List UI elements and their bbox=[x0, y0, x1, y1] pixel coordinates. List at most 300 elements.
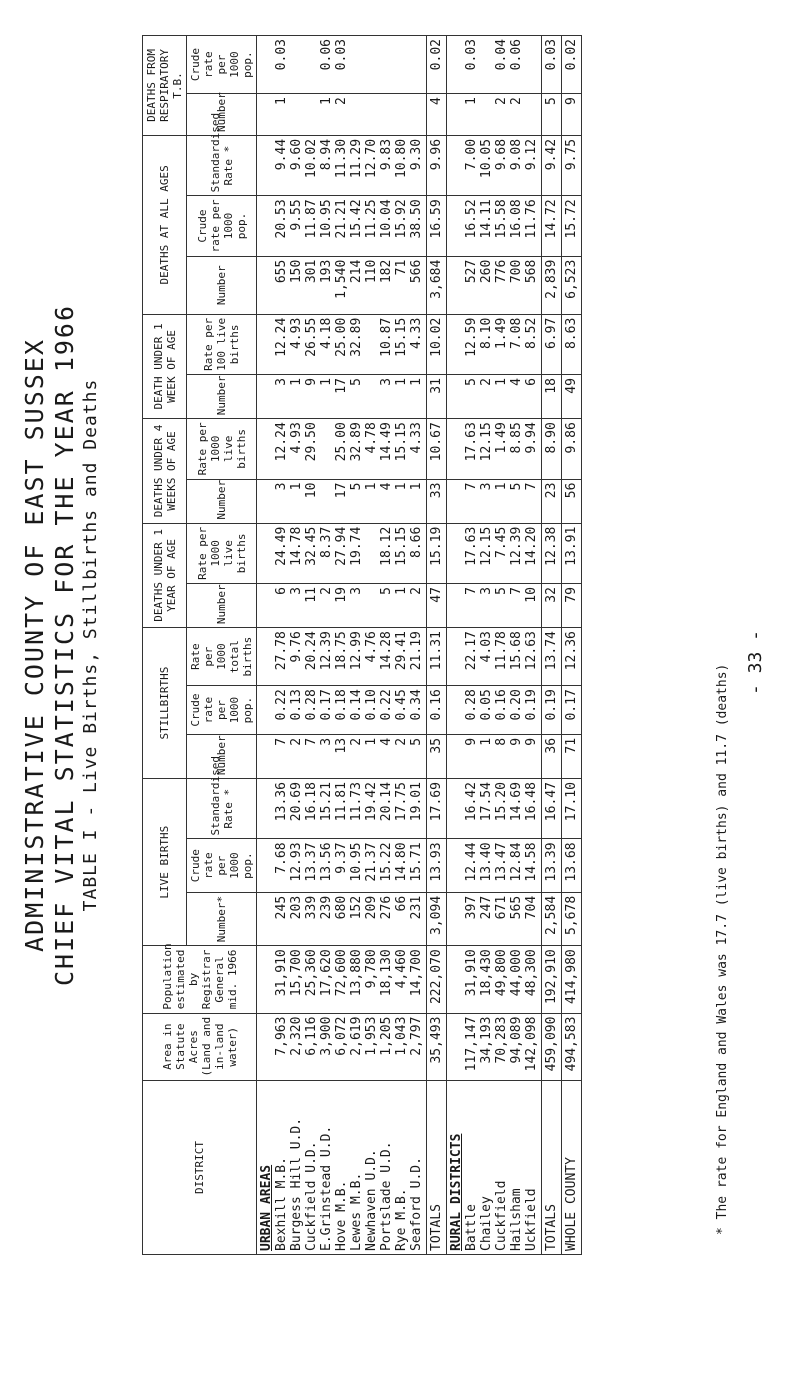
cell-value: 8.52 bbox=[524, 317, 539, 350]
cell-value: 66 bbox=[394, 895, 409, 912]
cell-value: 7 bbox=[304, 737, 319, 746]
cell-value: 4.93 bbox=[289, 317, 304, 350]
cell-value: 9.30 bbox=[409, 138, 424, 171]
cell-value: 260 bbox=[479, 259, 494, 284]
cell-value: 1 bbox=[464, 97, 479, 105]
cell-value: 5 bbox=[349, 482, 364, 491]
header-tb-rate: Crude rate per 1000 pop. bbox=[187, 36, 257, 94]
total-lb-number: 2,584 bbox=[542, 892, 562, 945]
total-population: 192,910 bbox=[542, 946, 562, 1013]
cell-value: 0.28 bbox=[304, 689, 319, 721]
header-infant-deaths: DEATHS UNDER 1 YEAR OF AGE bbox=[143, 523, 187, 627]
cell-value: 14.69 bbox=[509, 782, 524, 822]
cell-value: 1.49 bbox=[494, 422, 509, 454]
cell-value: 700 bbox=[509, 259, 524, 284]
cell-value: 18.75 bbox=[334, 631, 349, 671]
cell-value: 0.04 bbox=[494, 39, 509, 71]
cell-value: 3 bbox=[274, 482, 289, 491]
cell-value bbox=[479, 97, 494, 132]
title-line-1: ADMINISTRATIVE COUNTY OF EAST SUSSEX bbox=[20, 338, 49, 952]
cell-value: 15.15 bbox=[394, 526, 409, 566]
urban-totals-row-label: TOTALS bbox=[427, 1080, 447, 1254]
cell-value: 2,619 bbox=[349, 1016, 364, 1056]
cell-value: 3 bbox=[349, 587, 364, 595]
cell-value: 15.71 bbox=[409, 842, 424, 882]
header-lb-crude: Crude rate per 1000 pop. bbox=[187, 839, 257, 892]
column-all-number-rural bbox=[447, 256, 542, 314]
header-stillbirths: STILLBIRTHS bbox=[143, 628, 187, 779]
cell-value: 2 bbox=[494, 97, 509, 105]
cell-value: 1 bbox=[289, 482, 304, 491]
cell-value bbox=[394, 97, 409, 132]
cell-value: 17.63 bbox=[464, 422, 479, 462]
cell-value: 0.05 bbox=[479, 689, 494, 721]
cell-value: 301 bbox=[304, 259, 319, 284]
total-tb-number: 4 bbox=[427, 94, 447, 136]
column-all-crude-rural bbox=[447, 196, 542, 256]
header-lb-number: Number* bbox=[187, 892, 257, 945]
total-inf-rate: 13.91 bbox=[562, 523, 582, 583]
total-all-number: 3,684 bbox=[427, 256, 447, 314]
district-name: Rye M.B. bbox=[394, 1188, 409, 1251]
cell-value: 247 bbox=[479, 895, 494, 920]
cell-value: 4.93 bbox=[289, 422, 304, 454]
cell-value: 9,780 bbox=[364, 949, 379, 989]
cell-value: 12.39 bbox=[319, 631, 334, 671]
column-neo-number-rural bbox=[447, 479, 542, 523]
cell-value: 1 bbox=[364, 482, 379, 491]
header-area: Area in Statute Acres (Land and in-land water) bbox=[143, 1013, 257, 1080]
cell-value: 655 bbox=[274, 259, 289, 284]
total-tb-rate: 0.02 bbox=[427, 36, 447, 94]
cell-value: 1 bbox=[394, 587, 409, 595]
header-per-rate: Rate per 100 live births bbox=[187, 314, 257, 374]
cell-value: 4 bbox=[379, 737, 394, 746]
cell-value: 209 bbox=[364, 895, 379, 920]
column-area-urban bbox=[257, 1013, 427, 1080]
cell-value: 10.95 bbox=[319, 199, 334, 239]
total-lb-std: 17.10 bbox=[562, 779, 582, 839]
cell-value bbox=[304, 97, 319, 132]
cell-value: 7 bbox=[274, 737, 289, 746]
cell-value: 10.95 bbox=[349, 842, 364, 882]
cell-value: 17 bbox=[334, 482, 349, 499]
cell-value: 11.30 bbox=[334, 138, 349, 179]
column-all-crude-urban bbox=[257, 196, 427, 256]
cell-value: 7 bbox=[509, 587, 524, 595]
cell-value: 4.76 bbox=[364, 631, 379, 663]
cell-value: 72,600 bbox=[334, 949, 349, 997]
cell-value: 8.10 bbox=[479, 317, 494, 350]
total-neo-number: 56 bbox=[562, 479, 582, 523]
cell-value: 32.89 bbox=[349, 317, 364, 357]
cell-value: 566 bbox=[409, 259, 424, 284]
cell-value: 4.78 bbox=[364, 422, 379, 454]
total-lb-crude: 13.68 bbox=[562, 839, 582, 892]
cell-value: 1,043 bbox=[394, 1016, 409, 1056]
cell-value: 15.15 bbox=[394, 422, 409, 462]
cell-value: 1,953 bbox=[364, 1016, 379, 1056]
cell-value: 16.42 bbox=[464, 782, 479, 822]
header-all-number: Number bbox=[187, 256, 257, 314]
total-lb-std: 17.69 bbox=[427, 779, 447, 839]
total-lb-crude: 13.39 bbox=[542, 839, 562, 892]
cell-value: 17.54 bbox=[479, 782, 494, 822]
cell-value: 239 bbox=[319, 895, 334, 920]
cell-value: 2 bbox=[289, 737, 304, 746]
cell-value: 20.69 bbox=[289, 782, 304, 822]
cell-value bbox=[364, 527, 379, 580]
cell-value: 26.55 bbox=[304, 317, 319, 357]
column-sb-number-urban bbox=[257, 734, 427, 778]
cell-value: 680 bbox=[334, 895, 349, 920]
cell-value: 9.12 bbox=[524, 138, 539, 171]
cell-value: 0.22 bbox=[274, 689, 289, 721]
column-lb-std-urban bbox=[257, 779, 427, 839]
cell-value: 7.68 bbox=[274, 842, 289, 874]
header-population: Population estimated by Registrar General mid. 1966 bbox=[143, 946, 257, 1013]
cell-value: 397 bbox=[464, 895, 479, 920]
column-per-number-urban bbox=[257, 375, 427, 419]
cell-value: 231 bbox=[409, 895, 424, 920]
cell-value bbox=[409, 97, 424, 132]
urban-heading: URBAN AREAS bbox=[259, 1164, 274, 1251]
cell-value: 38.50 bbox=[409, 199, 424, 239]
cell-value: 2 bbox=[409, 587, 424, 595]
header-district: DISTRICT bbox=[143, 1080, 257, 1254]
cell-value: 11.78 bbox=[494, 631, 509, 671]
cell-value bbox=[364, 39, 379, 90]
total-all-crude: 16.59 bbox=[427, 196, 447, 256]
cell-value: 22.17 bbox=[464, 631, 479, 671]
total-inf-number: 79 bbox=[562, 584, 582, 628]
cell-value: 12.15 bbox=[479, 526, 494, 566]
column-area-rural bbox=[447, 1013, 542, 1080]
cell-value: 6 bbox=[274, 587, 289, 595]
cell-value: 6,072 bbox=[334, 1016, 349, 1056]
district-name: Hove M.B. bbox=[334, 1180, 349, 1251]
cell-value: 4.03 bbox=[479, 631, 494, 663]
cell-value: 1 bbox=[409, 482, 424, 491]
cell-value: 10.80 bbox=[394, 138, 409, 179]
cell-value: 5 bbox=[379, 587, 394, 595]
header-neo-rate: Rate per 1000 live births bbox=[187, 419, 257, 479]
cell-value: 8 bbox=[494, 737, 509, 746]
cell-value: 5 bbox=[409, 737, 424, 746]
cell-value: 0.20 bbox=[509, 689, 524, 721]
district-name: Cuckfield U.D. bbox=[304, 1141, 319, 1251]
cell-value: 7.45 bbox=[494, 526, 509, 558]
cell-value: 0.13 bbox=[289, 689, 304, 721]
column-names-rural bbox=[447, 1080, 542, 1254]
rural-totals-row bbox=[542, 36, 562, 1255]
cell-value: 9 bbox=[509, 737, 524, 746]
cell-value: 4.33 bbox=[409, 422, 424, 454]
cell-value: 7.00 bbox=[464, 138, 479, 171]
cell-value: 20.53 bbox=[274, 199, 289, 239]
district-name: E.Grinstead U.D. bbox=[319, 1125, 334, 1251]
column-lb-crude-urban bbox=[257, 839, 427, 892]
cell-value: 15.22 bbox=[379, 842, 394, 882]
cell-value: 18,130 bbox=[379, 949, 394, 997]
column-inf-number-urban bbox=[257, 584, 427, 628]
cell-value: 1 bbox=[289, 378, 304, 386]
cell-value: 31,910 bbox=[274, 949, 289, 997]
cell-value: 1 bbox=[494, 378, 509, 386]
cell-value bbox=[364, 587, 379, 624]
total-tb-rate: 0.02 bbox=[562, 36, 582, 94]
cell-value: 9.55 bbox=[289, 199, 304, 231]
cell-value: 0.17 bbox=[319, 689, 334, 721]
header-tb: DEATHS FROM RESPIRATORY T.B. bbox=[143, 36, 187, 136]
cell-value: 14,700 bbox=[409, 949, 424, 997]
cell-value: 12.39 bbox=[509, 526, 524, 566]
cell-value: 14.78 bbox=[289, 526, 304, 566]
cell-value: 13.56 bbox=[319, 842, 334, 882]
cell-value: 18.12 bbox=[379, 526, 394, 566]
cell-value: 32.45 bbox=[304, 526, 319, 566]
cell-value: 12.93 bbox=[289, 842, 304, 882]
cell-value bbox=[289, 97, 304, 132]
cell-value bbox=[479, 39, 494, 90]
column-lb-number-rural bbox=[447, 892, 542, 945]
cell-value: 12.15 bbox=[479, 422, 494, 462]
cell-value: 9 bbox=[304, 378, 319, 386]
total-per-number: 49 bbox=[562, 375, 582, 419]
whole-county-row-label: WHOLE COUNTY bbox=[562, 1080, 582, 1254]
cell-value: 21.37 bbox=[364, 842, 379, 882]
cell-value: 1,540 bbox=[334, 259, 349, 299]
column-per-rate-rural bbox=[447, 314, 542, 374]
cell-value: 3 bbox=[274, 378, 289, 386]
column-inf-rate-rural bbox=[447, 523, 542, 583]
cell-value bbox=[364, 378, 379, 415]
cell-value: 15.21 bbox=[319, 782, 334, 822]
total-per-number: 31 bbox=[427, 375, 447, 419]
cell-value: 565 bbox=[509, 895, 524, 920]
total-population: 414,980 bbox=[562, 946, 582, 1013]
cell-value: 276 bbox=[379, 895, 394, 920]
cell-value: 2,320 bbox=[289, 1016, 304, 1056]
title-line-2: CHIEF VITAL STATISTICS FOR THE YEAR 1966 bbox=[50, 303, 79, 987]
cell-value bbox=[349, 97, 364, 132]
cell-value bbox=[524, 39, 539, 90]
cell-value: 10.02 bbox=[304, 138, 319, 179]
cell-value: 0.06 bbox=[509, 39, 524, 71]
cell-value: 4.18 bbox=[319, 317, 334, 350]
cell-value: 5 bbox=[509, 482, 524, 491]
cell-value: 0.10 bbox=[364, 689, 379, 721]
cell-value: 16.18 bbox=[304, 782, 319, 822]
total-lb-crude: 13.93 bbox=[427, 839, 447, 892]
total-neo-number: 23 bbox=[542, 479, 562, 523]
cell-value: 11 bbox=[304, 587, 319, 603]
cell-value: 29.41 bbox=[394, 631, 409, 671]
column-per-rate-urban bbox=[257, 314, 427, 374]
cell-value: 13.40 bbox=[479, 842, 494, 882]
table-body bbox=[257, 36, 582, 1255]
header-perinatal-deaths: DEATH UNDER 1 WEEK OF AGE bbox=[143, 314, 187, 418]
total-inf-number: 32 bbox=[542, 584, 562, 628]
cell-value: 7.08 bbox=[509, 317, 524, 350]
cell-value: 2 bbox=[334, 97, 349, 105]
cell-value bbox=[319, 483, 334, 520]
total-sb-rate: 11.31 bbox=[427, 628, 447, 686]
cell-value: 245 bbox=[274, 895, 289, 920]
column-sb-crude-urban bbox=[257, 686, 427, 735]
header-neonatal-deaths: DEATHS UNDER 4 WEEKS OF AGE bbox=[143, 419, 187, 523]
district-name: Burgess Hill U.D. bbox=[289, 1117, 304, 1251]
cell-value: 0.14 bbox=[349, 689, 364, 721]
cell-value: 0.45 bbox=[394, 689, 409, 721]
cell-value: 7 bbox=[524, 482, 539, 491]
total-sb-number: 36 bbox=[542, 734, 562, 778]
column-inf-number-rural bbox=[447, 584, 542, 628]
column-tb-rate-urban bbox=[257, 36, 427, 94]
cell-value: 13.47 bbox=[494, 842, 509, 882]
cell-value: 3 bbox=[319, 737, 334, 746]
district-name: Newhaven U.D. bbox=[364, 1149, 379, 1251]
cell-value: 0.22 bbox=[379, 689, 394, 721]
cell-value: 11.25 bbox=[364, 199, 379, 239]
cell-value: 671 bbox=[494, 895, 509, 920]
total-sb-crude: 0.19 bbox=[542, 686, 562, 735]
cell-value bbox=[304, 39, 319, 90]
cell-value: 3 bbox=[289, 587, 304, 595]
cell-value bbox=[394, 39, 409, 90]
cell-value: 10 bbox=[524, 587, 539, 603]
cell-value: 5 bbox=[349, 378, 364, 386]
page-number: - 33 - bbox=[745, 629, 766, 695]
cell-value: 11.81 bbox=[334, 782, 349, 822]
rotated-content bbox=[10, 35, 780, 1255]
cell-value: 9.68 bbox=[494, 138, 509, 171]
cell-value: 1 bbox=[409, 378, 424, 386]
cell-value: 34,193 bbox=[479, 1016, 494, 1064]
cell-value: 19 bbox=[334, 587, 349, 603]
total-all-std: 9.96 bbox=[427, 135, 447, 195]
column-sb-crude-rural bbox=[447, 686, 542, 735]
cell-value: 70,283 bbox=[494, 1016, 509, 1064]
cell-value: 15.58 bbox=[494, 199, 509, 239]
header-per-number: Number bbox=[187, 375, 257, 419]
cell-value: 1 bbox=[319, 378, 334, 386]
header-all-ages: DEATHS AT ALL AGES bbox=[143, 135, 187, 314]
cell-value bbox=[289, 39, 304, 90]
cell-value: 13 bbox=[334, 737, 349, 754]
column-neo-number-urban bbox=[257, 479, 427, 523]
cell-value: 9.76 bbox=[289, 631, 304, 663]
cell-value: 2 bbox=[479, 378, 494, 386]
cell-value: 3,900 bbox=[319, 1016, 334, 1056]
cell-value: 14.20 bbox=[524, 526, 539, 566]
total-sb-number: 35 bbox=[427, 734, 447, 778]
cell-value: 9.60 bbox=[289, 138, 304, 171]
cell-value: 9.44 bbox=[274, 138, 289, 171]
column-tb-number-urban bbox=[257, 94, 427, 136]
cell-value: 4,460 bbox=[394, 949, 409, 989]
column-inf-rate-urban bbox=[257, 523, 427, 583]
total-sb-crude: 0.16 bbox=[427, 686, 447, 735]
cell-value: 1.49 bbox=[494, 317, 509, 350]
cell-value: 14.49 bbox=[379, 422, 394, 462]
urban-rows bbox=[257, 36, 427, 1255]
cell-value: 3 bbox=[479, 587, 494, 595]
cell-value: 339 bbox=[304, 895, 319, 920]
cell-value: 1 bbox=[394, 482, 409, 491]
total-per-rate: 6.97 bbox=[542, 314, 562, 374]
header-lb-std: Standardised Rate * bbox=[187, 779, 257, 839]
column-all-std-rural bbox=[447, 135, 542, 195]
header-tb-number: Number bbox=[187, 94, 257, 136]
cell-value: 0.19 bbox=[524, 689, 539, 721]
cell-value: 10.05 bbox=[479, 138, 494, 179]
cell-value: 49,800 bbox=[494, 949, 509, 997]
cell-value: 9.83 bbox=[379, 138, 394, 171]
cell-value: 19.42 bbox=[364, 782, 379, 822]
total-neo-rate: 9.86 bbox=[562, 419, 582, 479]
cell-value: 71 bbox=[394, 259, 409, 276]
cell-value: 10.04 bbox=[379, 199, 394, 239]
cell-value: 5 bbox=[494, 587, 509, 595]
cell-value: 15.20 bbox=[494, 782, 509, 822]
header-sb-number: Number bbox=[187, 734, 257, 778]
total-all-std: 9.75 bbox=[562, 135, 582, 195]
cell-value bbox=[349, 39, 364, 90]
cell-value: 2 bbox=[349, 737, 364, 746]
district-name: Hailsham bbox=[509, 1188, 524, 1251]
cell-value: 7,963 bbox=[274, 1016, 289, 1056]
title-block bbox=[10, 35, 110, 1255]
cell-value: 4.33 bbox=[409, 317, 424, 350]
column-neo-rate-rural bbox=[447, 419, 542, 479]
total-area: 35,493 bbox=[427, 1013, 447, 1080]
total-per-rate: 10.02 bbox=[427, 314, 447, 374]
district-name: Bexhill M.B. bbox=[274, 1157, 289, 1251]
total-per-number: 18 bbox=[542, 375, 562, 419]
cell-value: 193 bbox=[319, 259, 334, 284]
cell-value: 14.80 bbox=[394, 842, 409, 882]
cell-value: 11.73 bbox=[349, 782, 364, 822]
column-population-rural bbox=[447, 946, 542, 1013]
cell-value: 8.66 bbox=[409, 526, 424, 558]
cell-value: 1,205 bbox=[379, 1016, 394, 1056]
cell-value: 3 bbox=[479, 482, 494, 491]
cell-value: 10 bbox=[304, 482, 319, 499]
cell-value: 0.34 bbox=[409, 689, 424, 721]
total-all-std: 9.42 bbox=[542, 135, 562, 195]
cell-value: 152 bbox=[349, 895, 364, 920]
cell-value: 44,000 bbox=[509, 949, 524, 997]
cell-value bbox=[524, 97, 539, 132]
district-name: Lewes M.B. bbox=[349, 1172, 364, 1251]
cell-value: 16.52 bbox=[464, 199, 479, 239]
cell-value: 12.70 bbox=[364, 138, 379, 179]
district-name: Portslade U.D. bbox=[379, 1141, 394, 1251]
column-sb-rate-rural bbox=[447, 628, 542, 686]
cell-value: 0.18 bbox=[334, 689, 349, 721]
cell-value: 12.59 bbox=[464, 317, 479, 357]
cell-value: 94,089 bbox=[509, 1016, 524, 1064]
total-sb-rate: 13.74 bbox=[542, 628, 562, 686]
total-population: 222,070 bbox=[427, 946, 447, 1013]
district-name: Seaford U.D. bbox=[409, 1157, 424, 1251]
urban-totals-row bbox=[427, 36, 447, 1255]
column-all-std-urban bbox=[257, 135, 427, 195]
cell-value: 27.94 bbox=[334, 526, 349, 566]
cell-value: 2 bbox=[394, 737, 409, 746]
cell-value: 25,360 bbox=[304, 949, 319, 997]
